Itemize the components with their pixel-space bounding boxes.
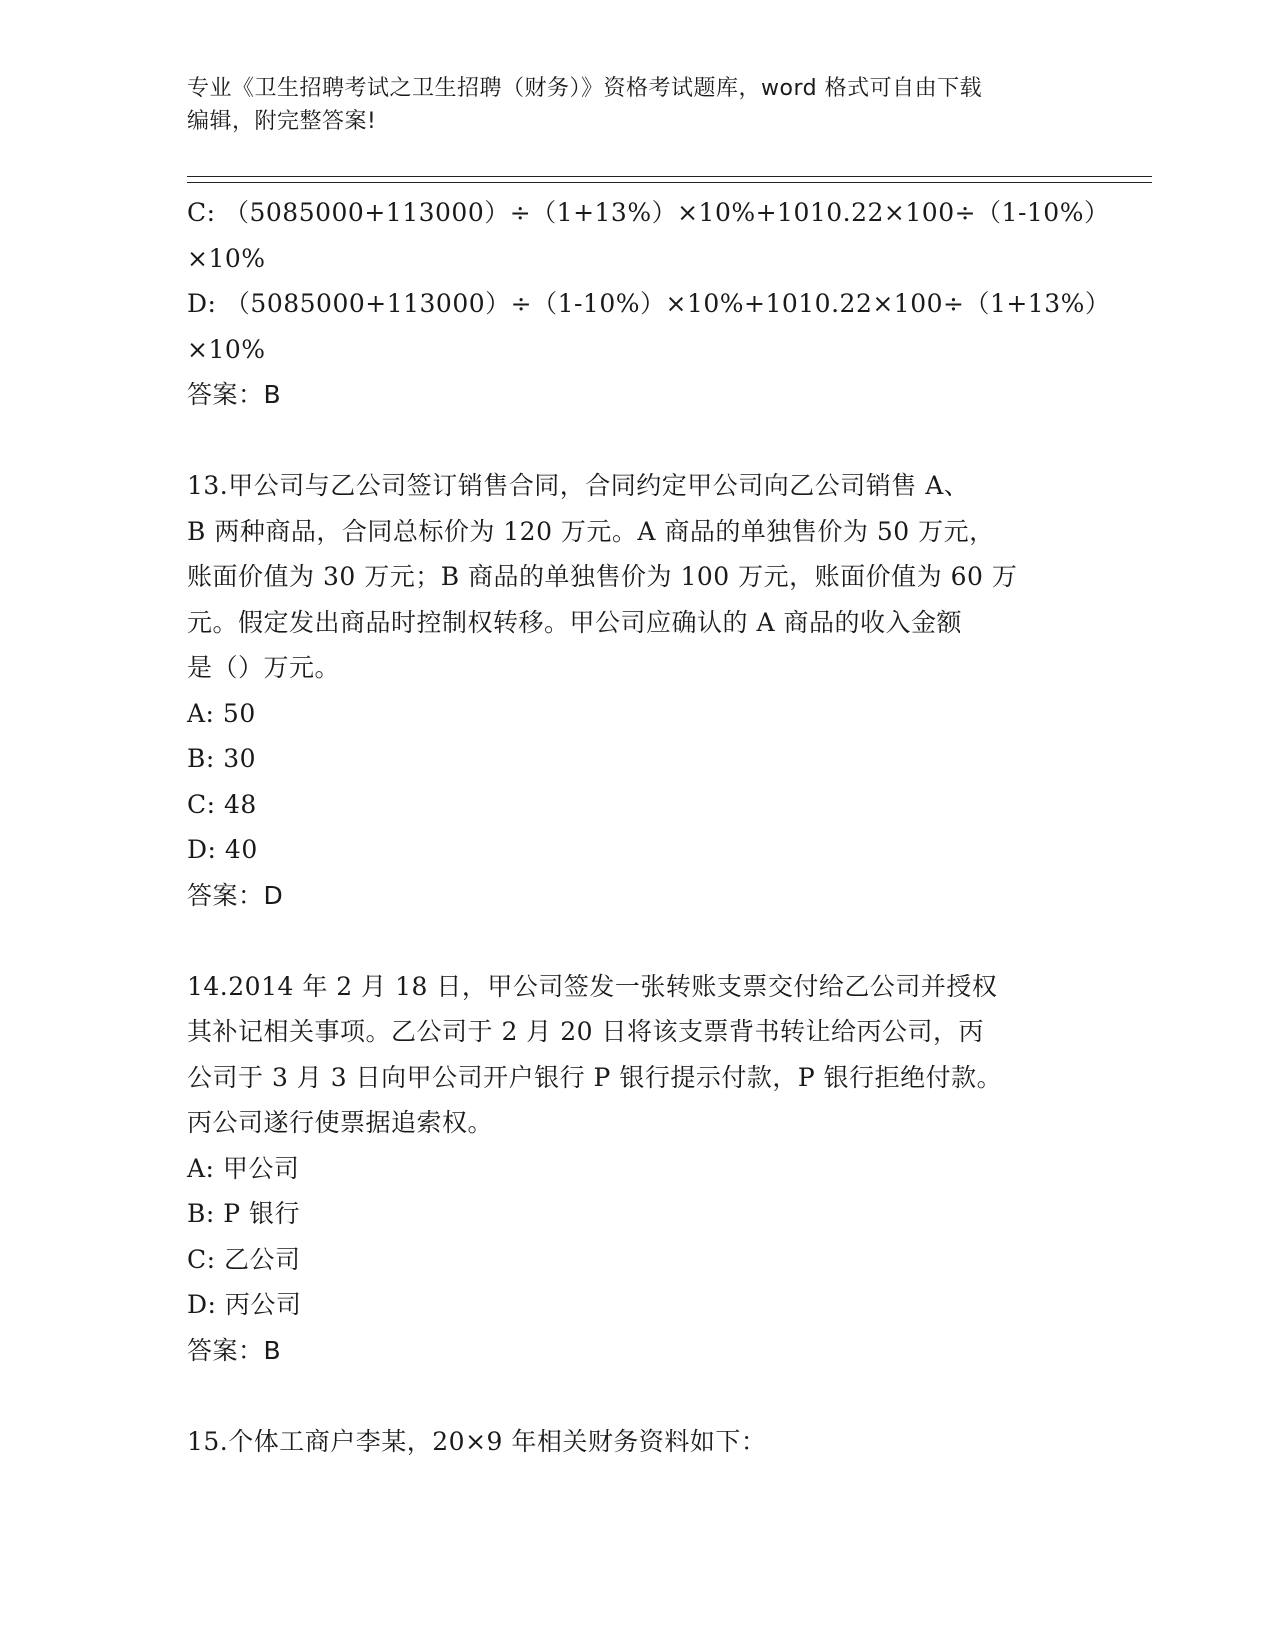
spacer <box>187 918 1087 964</box>
option-c: C: 乙公司 <box>187 1244 301 1274</box>
question-text-line: 14.2014 年 2 月 18 日，甲公司签发一张转账支票交付给乙公司并授权 <box>187 971 998 1001</box>
option-d-line-1: D: （5085000+113000）÷（1-10%）×10%+1010.22×100÷（1+13%） <box>187 289 1111 318</box>
option-a: A: 甲公司 <box>187 1153 300 1183</box>
question-text-line: 是（）万元。 <box>187 653 341 682</box>
option-c: C: 48 <box>187 789 257 819</box>
spacer <box>187 1373 1087 1419</box>
answer: 答案：B <box>187 380 282 409</box>
answer: 答案：B <box>187 1335 282 1365</box>
question-text-line: 15.个体工商户李某，20×9 年相关财务资料如下： <box>187 1426 767 1456</box>
question-text-line: 公司于 3 月 3 日向甲公司开户银行 P 银行提示付款，P 银行拒绝付款。 <box>187 1062 1003 1092</box>
header-line-2: 编辑，附完整答案! <box>187 109 377 134</box>
question-text-line: 账面价值为 30 万元；B 商品的单独售价为 100 万元，账面价值为 60 万 <box>187 562 1018 591</box>
question-text-line: 元。假定发出商品时控制权转移。甲公司应确认的 A 商品的收入金额 <box>187 607 962 637</box>
answer: 答案：D <box>187 880 284 910</box>
page-header <box>187 72 1067 138</box>
header-line-1: 专业《卫生招聘考试之卫生招聘（财务）》资格考试题库，word 格式可自由下载 <box>187 76 983 101</box>
option-b: B: 30 <box>187 744 257 773</box>
spacer <box>187 418 1087 464</box>
question-text-line: 丙公司遂行使票据追索权。 <box>187 1108 494 1137</box>
option-c-line-1: C: （5085000+113000）÷（1+13%）×10%+1010.22×100÷（1-10%） <box>187 198 1110 227</box>
question-13 <box>187 463 1087 918</box>
question-12 <box>187 190 1111 418</box>
question-14 <box>187 964 1087 1374</box>
option-a: A: 50 <box>187 698 256 728</box>
option-b: B: P 银行 <box>187 1199 301 1228</box>
question-15 <box>187 1419 1087 1465</box>
header-divider-bottom <box>187 182 1152 183</box>
option-d-line-2: ×10% <box>187 334 266 364</box>
option-d: D: 40 <box>187 835 258 864</box>
question-text-line: B 两种商品，合同总标价为 120 万元。A 商品的单独售价为 50 万元， <box>187 516 995 546</box>
option-d: D: 丙公司 <box>187 1290 302 1319</box>
option-c-line-2: ×10% <box>187 243 266 273</box>
question-text-line: 其补记相关事项。乙公司于 2 月 20 日将该支票背书转让给丙公司，丙 <box>187 1017 985 1046</box>
question-text-line: 13.甲公司与乙公司签订销售合同，合同约定甲公司向乙公司销售 A、 <box>187 471 970 500</box>
document-body <box>187 190 1111 1464</box>
header-divider-top <box>187 176 1152 177</box>
